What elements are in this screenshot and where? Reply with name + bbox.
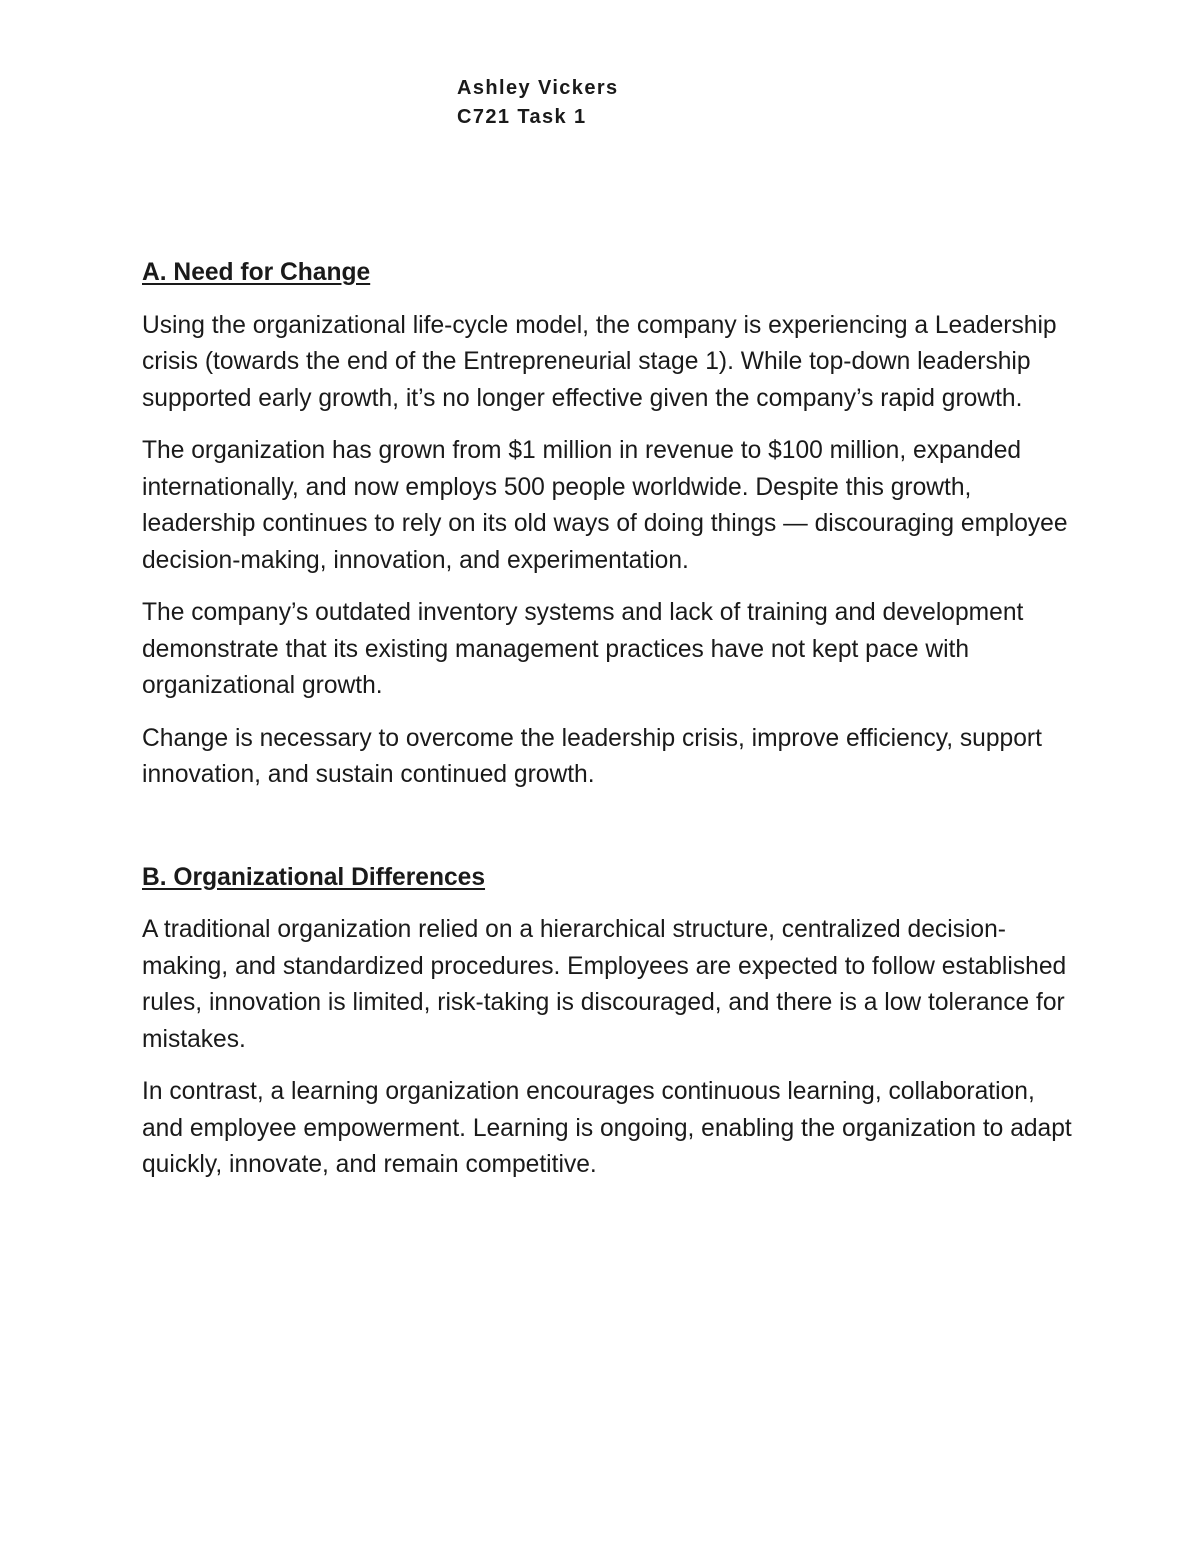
author-name: Ashley Vickers [457, 77, 619, 99]
paragraph: In contrast, a learning organization encourages continuous learning, collaboration, and employee empowerment. Learning is ongoing, enabling the organization to adapt quickly, innovate, and remain competitive. [142, 1078, 1072, 1178]
paragraph: The company’s outdated inventory systems and lack of training and development demonstrate that its existing management practices have not kept pace with organizational growth. [142, 599, 1024, 699]
paragraph: Change is necessary to overcome the leadership crisis, improve efficiency, support innovation, and sustain continued growth. [142, 724, 1042, 788]
section-b [142, 860, 1082, 1184]
paragraph: Using the organizational life-cycle model, the company is experiencing a Leadership crisis (towards the end of the Entrepreneurial stage 1). While top-down leadership supported early growth, it’s no longer effective given the company’s rapid growth. [142, 311, 1057, 412]
section-a [142, 255, 1082, 794]
document-header [457, 74, 619, 132]
section-heading: B. Organizational Differences [142, 863, 486, 891]
paragraph: A traditional organization relied on a hierarchical structure, centralized decision-making, and standardized procedures. Employees are expected to follow established rules, innovation is limited, risk-taking is discouraged, and there is a low tolerance for mistakes. [142, 916, 1067, 1053]
paragraph: The organization has grown from $1 million in revenue to $100 million, expanded internationally, and now employs 500 people worldwide. Despite this growth, leadership continues to rely on its old ways of doing things — discouraging employee decision-making, innovation, and experimentation. [142, 437, 1068, 574]
section-heading: A. Need for Change [142, 259, 371, 286]
task-title: C721 Task 1 [457, 106, 587, 128]
document-body [142, 255, 1082, 1184]
